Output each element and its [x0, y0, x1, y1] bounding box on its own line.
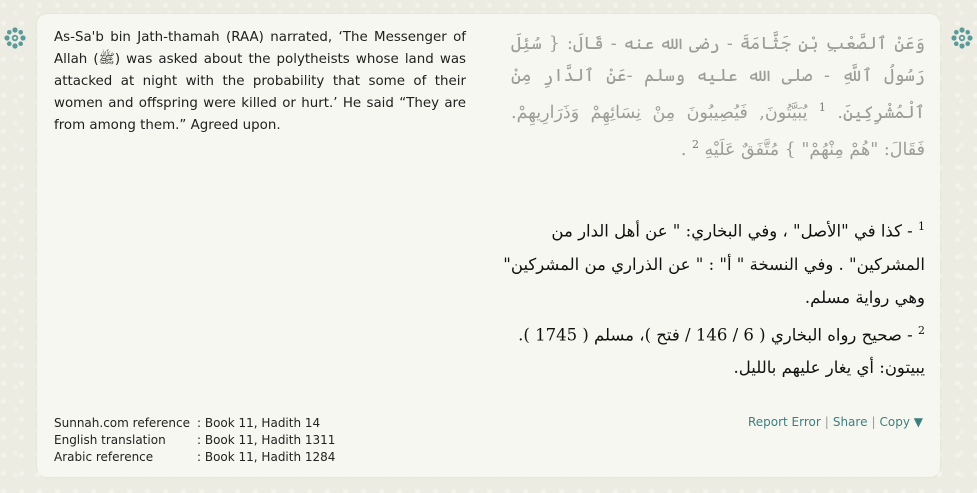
reference-list — [54, 415, 335, 466]
footnote-1-text: - كذا في "الأصل" ، وفي البخاري: " عن أهل الدار من المشركين" . وفي النسخة " أ" : " عن الذراري من المشركين" وهي رواية مسلم. — [503, 221, 925, 307]
flower-ornament-icon — [950, 26, 974, 50]
footnote-2 — [499, 314, 925, 385]
copy-dropdown[interactable]: Copy ▼ — [879, 415, 923, 429]
separator: | — [871, 415, 876, 429]
footnote-ref-1[interactable]: 1 — [818, 101, 826, 114]
arabic-text-part2: يُبَيَّتُونَ, فَيُصِيبُونَ مِنْ نِسَائِهِمْ وَذَرَارِيهِمْ. فَقَالَ: "هُمْ مِنْهُمْ" } مُتَّفَقٌ عَلَيْهِ — [511, 102, 925, 160]
arabic-footnotes — [499, 210, 925, 384]
footnote-ref-2[interactable]: 2 — [691, 137, 699, 151]
reference-row — [54, 449, 335, 466]
footnote-1 — [499, 210, 925, 314]
footnote-2-text: - صحيح رواه البخاري ( 6 / 146 / فتح )، مسلم ( 1745 ). يبيتون: أي يغار عليهم بالليل. — [518, 325, 925, 377]
hadith-card — [37, 14, 940, 477]
reference-label: Sunnah.com reference — [54, 416, 190, 430]
footnote-1-number: 1 — [918, 220, 925, 233]
english-text: As-Sa'b bin Jath-thamah (RAA) narrated, ‘The Messenger of Allah (ﷺ) was asked about the polytheists whose land was attacked at night with the probability that some of their women and offspring were killed or hurt.’ He said “They are from among them.” Agreed upon. — [54, 30, 466, 133]
reference-value: : Book 11, Hadith 14 — [197, 416, 321, 430]
reference-row — [54, 432, 335, 449]
reference-label: English translation — [54, 433, 166, 447]
share-link[interactable]: Share — [832, 415, 868, 429]
reference-value: : Book 11, Hadith 1284 — [197, 450, 336, 464]
reference-row — [54, 415, 335, 432]
hadith-actions — [748, 415, 923, 429]
arabic-text-part1: وَعَنْ ٱلصَّعْبِ بْنِ جَثَّامَةَ - رضى الله عنه - قَالَ: { سُئِلَ رَسُولُ ٱللَّهِ - صلى الله عليه وسلم -عَنْ ٱلدَّارِ مِنْ ٱلْمُشْرِكِينَ. — [511, 34, 925, 123]
separator: | — [824, 415, 829, 429]
reference-value: : Book 11, Hadith 1311 — [197, 433, 336, 447]
report-error-link[interactable]: Report Error — [747, 415, 821, 429]
footnote-2-number: 2 — [918, 323, 925, 337]
arabic-text — [511, 28, 925, 166]
flower-ornament-icon — [3, 26, 27, 50]
reference-label: Arabic reference — [54, 450, 154, 464]
arabic-text-end: . — [680, 139, 687, 160]
